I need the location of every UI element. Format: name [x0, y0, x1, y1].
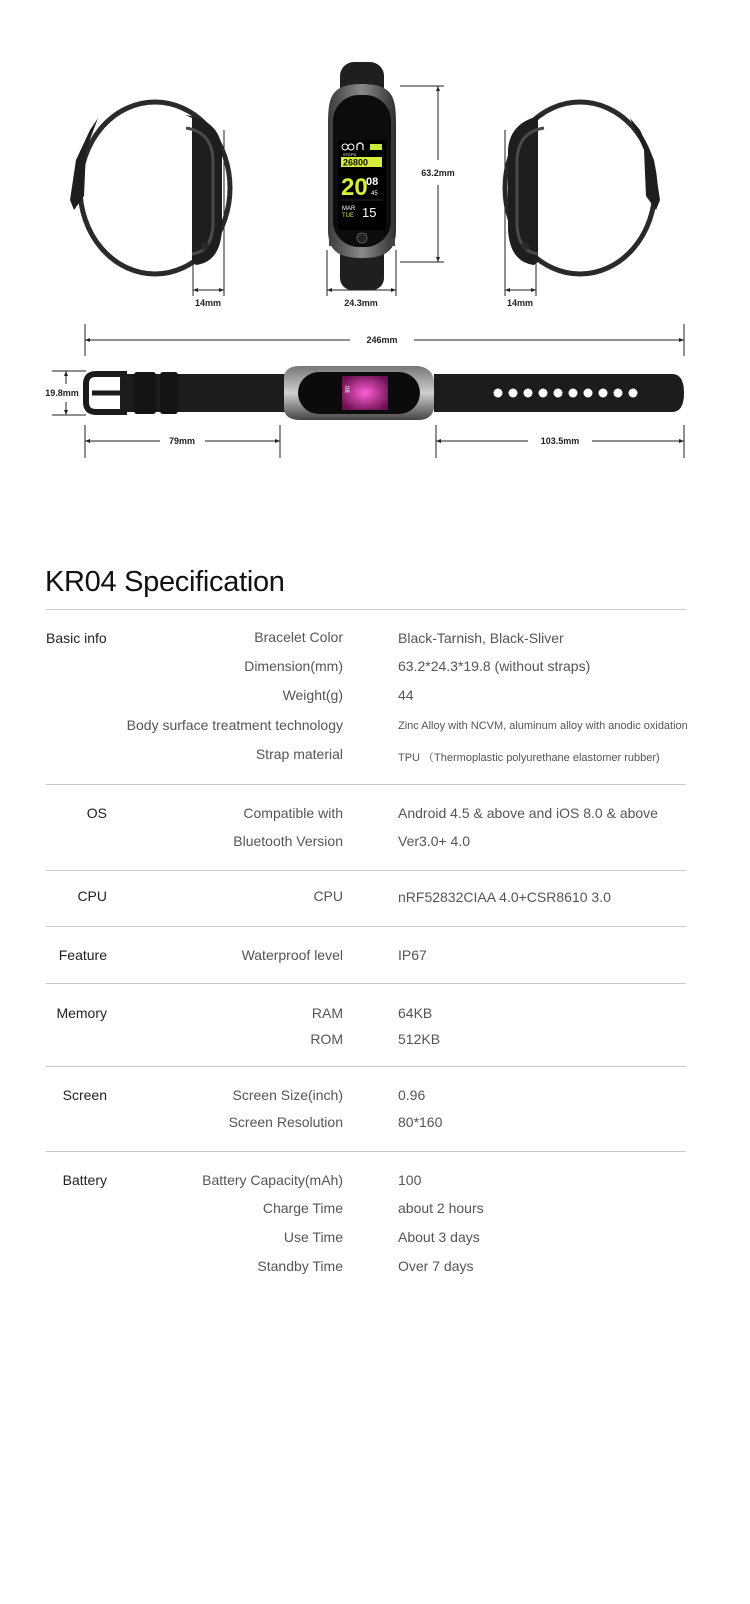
category-cpu: CPU: [77, 888, 107, 904]
divider: [46, 784, 686, 785]
spec-value: Zinc Alloy with NCVM, aluminum alloy with anodic oxidation: [398, 720, 688, 732]
spec-value: 44: [398, 687, 414, 703]
divider: [46, 983, 686, 984]
screen-steps-value: 26800: [343, 157, 369, 168]
category-basic-info: Basic info: [46, 630, 107, 646]
dim-strap-right: 103.5mm: [540, 436, 580, 446]
category-os: OS: [86, 805, 107, 821]
divider: [46, 926, 686, 927]
spec-key: Charge Time: [262, 1200, 343, 1216]
divider: [46, 609, 686, 610]
spec-value: TPU （Thermoplastic polyurethane elastomer rubber): [398, 752, 660, 764]
dim-total-length: 246mm: [366, 335, 398, 345]
spec-key: Strap material: [255, 746, 343, 762]
divider: [46, 1151, 686, 1152]
screen-minute: 08: [366, 176, 379, 188]
spec-value: Android 4.5 & above and iOS 8.0 & above: [398, 805, 658, 821]
product-dimension-diagram: [0, 0, 750, 480]
spec-key: Body surface treatment technology: [126, 717, 343, 733]
category-feature: Feature: [58, 947, 107, 963]
category-battery: Battery: [62, 1172, 107, 1188]
screen-second: 45: [371, 191, 378, 197]
spec-key: Waterproof level: [241, 947, 343, 963]
screen-weekday: TUE: [342, 213, 354, 219]
spec-title: KR04 Specification: [45, 566, 285, 598]
screen-month: MAR: [342, 206, 356, 212]
dim-front-width: 24.3mm: [344, 298, 378, 308]
front-view: [328, 62, 396, 290]
spec-value: 512KB: [398, 1031, 441, 1047]
dim-strap-left: 79mm: [168, 436, 196, 446]
spec-value: 0.96: [398, 1087, 426, 1103]
strap-flat-view: [86, 366, 684, 420]
dim-thickness: 19.8mm: [45, 388, 79, 398]
dim-side-right-width: 14mm: [506, 298, 534, 308]
dim-side-left-width: 14mm: [194, 298, 222, 308]
spec-key: Screen Size(inch): [232, 1087, 343, 1103]
spec-value: 80*160: [398, 1114, 443, 1130]
spec-key: Weight(g): [282, 687, 343, 703]
svg-text:08: 08: [343, 386, 349, 393]
spec-value: Over 7 days: [398, 1258, 474, 1274]
spec-key: RAM: [311, 1005, 343, 1021]
spec-value: Ver3.0+ 4.0: [398, 833, 471, 849]
spec-key: Battery Capacity(mAh): [202, 1172, 343, 1188]
category-screen: Screen: [62, 1087, 107, 1103]
screen-steps-label: STEPS: [343, 152, 357, 157]
spec-key: Compatible with: [243, 805, 343, 821]
spec-key: Screen Resolution: [228, 1114, 343, 1130]
spec-value: 63.2*24.3*19.8 (without straps): [398, 658, 591, 674]
spec-value: nRF52832CIAA 4.0+CSR8610 3.0: [398, 889, 611, 905]
spec-value: 100: [398, 1172, 422, 1188]
spec-value: IP67: [398, 947, 427, 963]
spec-value: 64KB: [398, 1005, 433, 1021]
spec-key: Dimension(mm): [244, 658, 343, 674]
dim-front-height: 63.2mm: [421, 168, 455, 178]
spec-key: Use Time: [283, 1229, 343, 1245]
divider: [46, 1066, 686, 1067]
spec-key: CPU: [313, 888, 343, 904]
spec-value: about 2 hours: [398, 1200, 484, 1216]
spec-key: Standby Time: [257, 1258, 343, 1274]
category-memory: Memory: [56, 1005, 107, 1021]
side-view-left: [70, 102, 230, 274]
spec-key: Bracelet Color: [254, 629, 343, 645]
screen-day: 15: [362, 205, 377, 220]
spec-value: Black-Tarnish, Black-Sliver: [398, 630, 564, 646]
divider: [46, 870, 686, 871]
side-view-right: [505, 102, 660, 274]
spec-value: About 3 days: [398, 1229, 480, 1245]
spec-key: Bluetooth Version: [233, 833, 343, 849]
screen-hour: 20: [341, 174, 368, 201]
spec-key: ROM: [310, 1031, 343, 1047]
